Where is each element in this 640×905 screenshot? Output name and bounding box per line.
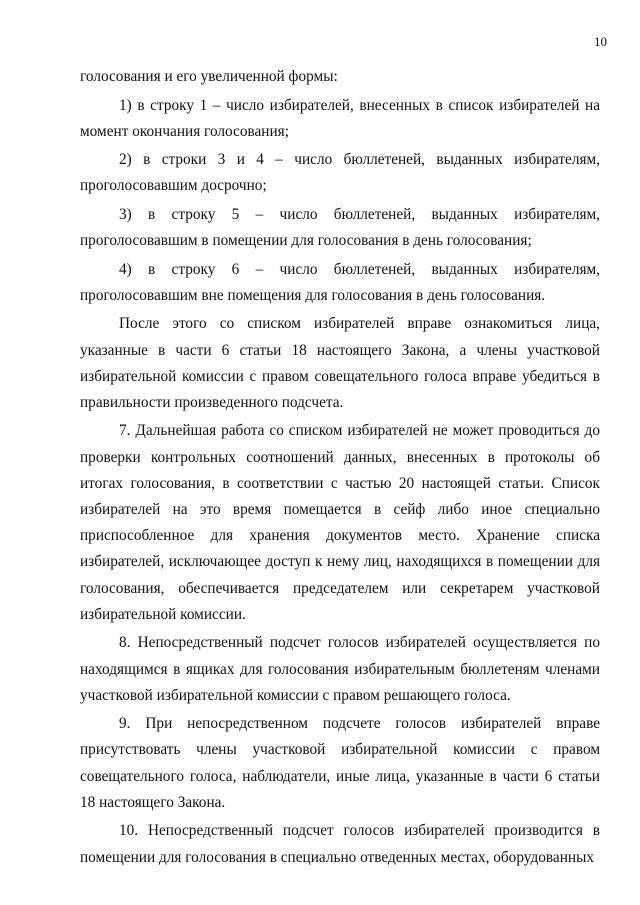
paragraph-clause-10: 10. Непосредственный подсчет голосов избирателей производится в помещении для голосования в специально отведенных местах, оборудованных [80, 822, 600, 866]
paragraph-item-3: 3) в строку 5 – число бюллетеней, выданных избирателям, проголосовавшим в помещении для голосования в день голосования; [80, 205, 600, 250]
paragraph-continuation: голосования и его увеличенной формы: [80, 68, 338, 85]
document-body [80, 64, 600, 873]
paragraph-clause-8: 8. Непосредственный подсчет голосов избирателей осуществляется по находящимся в ящиках для голосования избирательным бюллетеням членами участковой избирательной комиссии с правом решающего голоса. [80, 634, 600, 704]
page-number: 10 [594, 34, 607, 49]
paragraph-review: После этого со списком избирателей вправе ознакомиться лица, указанные в части 6 статьи 18 настоящего Закона, а члены участковой избирательной комиссии с правом совещательного голоса вправе убедиться в правильности произведенного подсчета. [80, 315, 600, 411]
paragraph-item-4: 4) в строку 6 – число бюллетеней, выданных избирателям, проголосовавшим вне помещения для голосования в день голосования. [80, 260, 600, 304]
paragraph-item-2: 2) в строки 3 и 4 – число бюллетеней, выданных избирателям, проголосовавшим досрочно; [80, 151, 600, 195]
paragraph-clause-9: 9. При непосредственном подсчете голосов избирателей вправе присутствовать члены участковой избирательной комиссии с правом совещательного голоса, наблюдатели, иные лица, указанные в части 6 статьи 18 настоящего Закона. [80, 715, 600, 811]
paragraph-item-1: 1) в строку 1 – число избирателей, внесенных в список избирателей на момент окончания голосования; [80, 96, 600, 140]
paragraph-clause-7: 7. Дальнейшая работа со списком избирателей не может проводиться до проверки контрольных соотношений данных, внесенных в протоколы об итогах голосования, в соответствии с частью 20 настоящей статьи. Список избирателей на это время помещается в сейф либо иное специально приспособленное для хранения документов место. Хранение списка избирателей, исключающее доступ к нему лиц, находящихся в помещении для голосования, обеспечивается председателем или секретарем участковой избирательной комиссии. [80, 422, 600, 623]
